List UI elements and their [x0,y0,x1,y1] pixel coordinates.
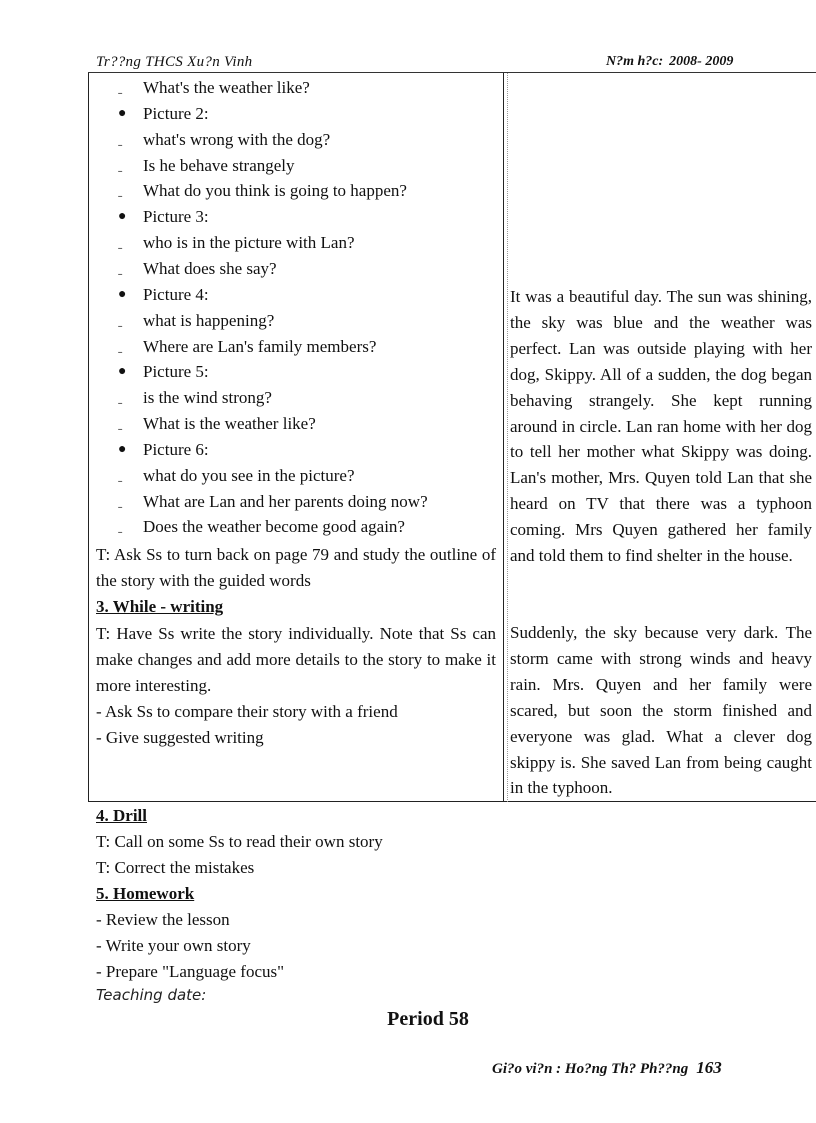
list-item: is the wind strong? [143,388,272,408]
homework-line-2: - Write your own story [96,936,251,955]
table-column-divider [503,73,504,802]
list-item: What does she say? [143,258,277,278]
header-year [606,54,733,70]
dash-icon: ˍ [118,312,123,328]
header-school: Tr??ng THCS Xu?n Vinh [96,54,253,70]
list-item: what is happening? [143,310,275,330]
dash-icon: ˍ [118,183,123,199]
list-item: what's wrong with the dog? [143,129,331,149]
dash-icon: ˍ [118,131,123,147]
list-item: What is the weather like? [143,414,316,434]
list-item: What are Lan and her parents doing now? [143,491,428,511]
footer [492,1058,722,1078]
compare-instruction: - Ask Ss to compare their story with a friend [96,702,398,721]
footer-teacher: Gi?o vi?n : Ho?ng Th? Ph??ng [492,1061,689,1077]
bullet-icon: ● [118,209,127,225]
while-writing-heading: 3. While - writing [96,597,224,616]
homework-heading: 5. Homework [96,884,195,903]
bullet-icon: ● [118,105,127,121]
year-label: N?m h?c: [606,54,664,69]
dash-icon: ˍ [118,260,123,276]
drill-line-2: T: Correct the mistakes [96,858,255,877]
dash-icon: ˍ [118,338,123,354]
dash-icon: ˍ [118,467,123,483]
list-item: Picture 2: [143,103,209,123]
suggested-writing-instruction: - Give suggested writing [96,728,264,747]
list-item: Picture 3: [143,207,209,227]
list-item: who is in the picture with Lan? [143,233,355,253]
homework-line-3: - Prepare "Language focus" [96,962,285,981]
story-paragraph-2: Suddenly, the sky because very dark. The storm came with strong winds and heavy rain. Mrs. Quyen and her family were scared, but soon the storm finished and everyone was glad. What a clever dog skippy is. She saved Lan from being caught in the typhoon. [510,623,812,798]
dash-icon: ˍ [118,519,123,535]
teaching-date: Teaching date: [96,986,207,1004]
dash-icon: ˍ [118,493,123,509]
list-item: Is he behave strangely [143,155,295,175]
outline-instruction: T: Ask Ss to turn back on page 79 and study the outline of the story with the guided words [96,545,496,590]
year-value: 2008- 2009 [669,54,734,69]
period-title: Period 58 [387,1008,469,1030]
table-column-divider-dotted [507,73,508,802]
list-item: What do you think is going to happen? [143,181,407,201]
story-paragraph-1: It was a beautiful day. The sun was shining, the sky was blue and the weather was perfect. Lan was outside playing with her dog, Skippy. All of a sudden, the dog began behaving strangely. She kept running around in circle. Lan ran home with her dog to tell her mother what Skippy was doing. Lan's mother, Mrs. Quyen told Lan that she heard on TV that there was a typhoon coming. Mrs Quyen gathered her family and told them to find shelter in the house. [510,287,812,566]
homework-line-1: - Review the lesson [96,910,230,929]
drill-line-1: T: Call on some Ss to read their own story [96,832,383,851]
list-item: Does the weather become good again? [143,517,405,537]
list-item: Picture 5: [143,362,209,382]
bullet-icon: ● [118,286,127,302]
bullet-icon: ● [118,441,127,457]
dash-icon: ˍ [118,390,123,406]
bullet-icon: ● [118,364,127,380]
writing-instruction: T: Have Ss write the story individually. Note that Ss can make changes and add more details to the story to make it more interesting. [96,624,496,695]
list-item: What's the weather like? [143,78,310,97]
list-item: Picture 6: [143,439,209,459]
list-item: Where are Lan's family members? [143,336,377,356]
dash-icon: ˍ [118,80,123,95]
drill-heading: 4. Drill [96,806,147,825]
page-number: 163 [696,1058,722,1077]
list-item: Picture 4: [143,284,209,304]
list-item: what do you see in the picture? [143,465,355,485]
dash-icon: ˍ [118,157,123,173]
dash-icon: ˍ [118,235,123,251]
dash-icon: ˍ [118,416,123,432]
